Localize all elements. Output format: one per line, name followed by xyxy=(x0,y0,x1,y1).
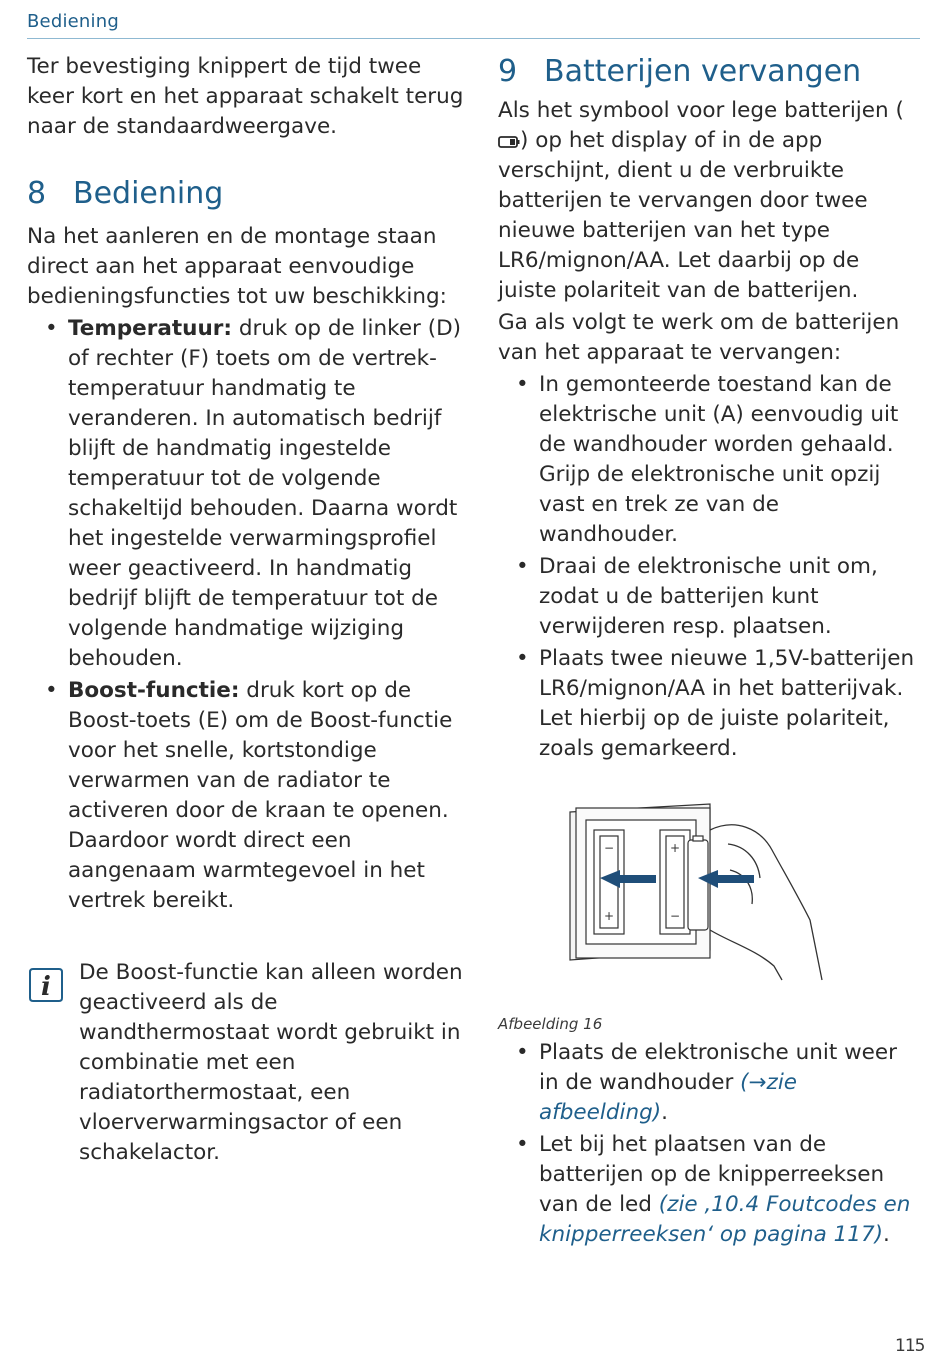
item-text: Plaats twee nieuwe 1,5V-batterijen LR6/mignon/AA in het batterijvak. Let hierbij op de juiste polariteit, zoals gemarkeerd. xyxy=(539,646,915,761)
cross-reference-link[interactable]: (zie ‚10.4 Foutcodes en knipperreeksen‘ op pagina 117) xyxy=(539,1192,911,1247)
item-text: druk op de linker xyxy=(231,316,428,341)
item-text: om de Boost-functie voor het snelle, kortstondige verwarmen van de radiator te activeren door de kraan te openen. Daardoor wordt direct een aangenaam warmtegevoel in het vertrek bereikt. xyxy=(68,708,453,913)
item-text: of rechter xyxy=(68,346,180,371)
paragraph-text: Als het symbool voor lege batterijen ( xyxy=(498,98,904,123)
figure-caption: Afbeelding 16 xyxy=(498,1015,603,1033)
header-divider xyxy=(27,38,920,39)
section-8-number: 8 xyxy=(27,176,47,211)
list-item xyxy=(498,1038,923,1128)
empty-battery-icon xyxy=(498,136,520,148)
list-item xyxy=(498,552,923,642)
battery-replacement-illustration xyxy=(560,800,830,990)
list-item xyxy=(498,1130,923,1250)
item-text: eenvoudig uit de wandhouder worden gehaald. Grijp de elektronische unit opzij vast en trek ze van de wandhouder. xyxy=(539,402,899,547)
section-9-number: 9 xyxy=(498,54,518,89)
section-9-paragraph-1 xyxy=(498,96,923,306)
left-column xyxy=(27,52,467,1168)
cross-reference-link[interactable]: (→zie afbeelding) xyxy=(539,1070,798,1125)
item-text: In gemonteerde toestand kan de elektrische unit xyxy=(539,372,892,427)
item-text: toets om de vertrektemperatuur handmatig te veranderen. In automatisch bedrijf blijft de handmatig ingestelde temperatuur tot de volgende schakeltijd behouden. Daarna wordt het ingestelde verwarmingsprofiel weer geactiveerd. In handmatig bedrijf blijft de temperatuur tot de volgende handmatige wijziging behouden. xyxy=(68,346,458,671)
battery-cell xyxy=(688,836,708,930)
info-note xyxy=(27,958,467,1168)
minus-marking: − xyxy=(669,909,681,923)
list-item xyxy=(498,644,923,764)
item-text: Draai de elektronische unit om, zodat u de batterijen kunt verwijderen resp. plaatsen. xyxy=(539,554,878,639)
section-8-heading xyxy=(27,174,467,214)
key-f: (F) xyxy=(179,346,210,371)
plus-marking: + xyxy=(603,909,615,923)
right-column xyxy=(498,52,923,1250)
info-icon xyxy=(27,966,65,1004)
reinsert-steps-list xyxy=(498,1038,923,1250)
list-item-boost xyxy=(27,676,467,916)
intro-paragraph: Ter bevestiging knippert de tijd twee keer kort en het apparaat schakelt terug naar de standaardweergave. xyxy=(27,54,464,139)
item-text: . xyxy=(661,1100,668,1125)
list-item xyxy=(498,370,923,550)
item-text: Plaats de elektronische unit weer in de wandhouder xyxy=(539,1040,897,1095)
key-a: (A) xyxy=(712,402,744,427)
battery-figure xyxy=(498,800,923,1000)
item-text: Let bij het plaatsen van de batterijen op de knipperreeksen van de led xyxy=(539,1132,885,1217)
key-e: (E) xyxy=(197,708,229,733)
note-text: De Boost-functie kan alleen worden geactiveerd als de wandthermostaat wordt gebruikt in combinatie met een radiatorthermostaat, een vloerverwarmingsactor of een schakelactor. xyxy=(79,960,463,1165)
plus-marking: + xyxy=(669,841,681,855)
section-label: Bediening xyxy=(27,11,119,32)
paragraph-text: ) op het display of in de app verschijnt, dient u de verbruikte batterijen te vervangen door twee nieuwe batterijen van het type LR6/mignon/AA. Let daarbij op de juiste polariteit van de batterijen. xyxy=(498,128,868,303)
section-8-title: Bediening xyxy=(73,176,224,211)
term-temperature: Temperatuur: xyxy=(68,316,232,341)
section-9-paragraph-2: Ga als volgt te werk om de batterijen van het apparaat te vervangen: xyxy=(498,310,900,365)
item-text: . xyxy=(883,1222,890,1247)
section-9-title: Batterijen vervangen xyxy=(544,54,862,89)
minus-marking: − xyxy=(603,841,615,855)
page-number: 115 xyxy=(895,1336,925,1356)
item-text: druk kort op de Boost-toets xyxy=(68,678,412,733)
list-item-temperature xyxy=(27,314,467,674)
section-9-heading xyxy=(498,52,923,92)
operation-list xyxy=(27,314,467,916)
svg-text:i: i xyxy=(41,972,51,1002)
section-8-intro: Na het aanleren en de montage staan direct aan het apparaat eenvoudige bedieningsfuncties tot uw beschikking: xyxy=(27,224,447,309)
hand-drawing xyxy=(710,825,822,980)
term-boost: Boost-functie: xyxy=(68,678,240,703)
battery-steps-list xyxy=(498,370,923,764)
key-d: (D) xyxy=(427,316,462,341)
